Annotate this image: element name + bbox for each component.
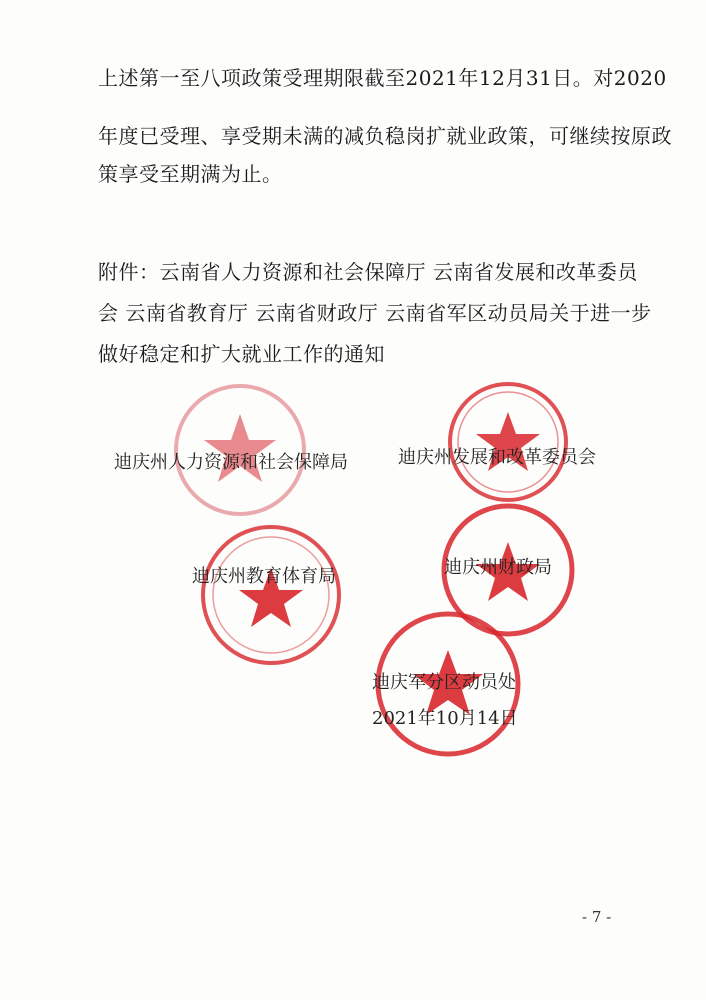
signature-finance: 迪庆州财政局: [444, 557, 552, 578]
seal-education: [196, 520, 346, 670]
seal-dev-reform: [444, 378, 572, 506]
signature-education: 迪庆州教育体育局: [192, 566, 336, 587]
attachment-line: 附件：云南省人力资源和社会保障厅 云南省发展和改革委员: [98, 260, 638, 284]
seal-hr-bureau: [170, 380, 310, 520]
paragraph-line: 上述第一至八项政策受理期限截至2021年12月31日。对2020: [98, 66, 667, 90]
page-number: - 7 -: [582, 908, 612, 926]
document-date: 2021年10月14日: [372, 708, 518, 729]
attachment-line: 会 云南省教育厅 云南省财政厅 云南省军区动员局关于进一步: [98, 301, 652, 325]
attachment-line: 做好稳定和扩大就业工作的通知: [98, 342, 385, 366]
signature-dev-reform: 迪庆州发展和改革委员会: [398, 447, 596, 468]
paragraph-line: 年度已受理、享受期未满的减负稳岗扩就业政策，可继续按原政: [98, 124, 672, 148]
signature-military: 迪庆军分区动员处: [372, 672, 516, 693]
paragraph-line: 策享受至期满为止。: [98, 162, 283, 186]
signature-hr-bureau: 迪庆州人力资源和社会保障局: [114, 452, 348, 473]
